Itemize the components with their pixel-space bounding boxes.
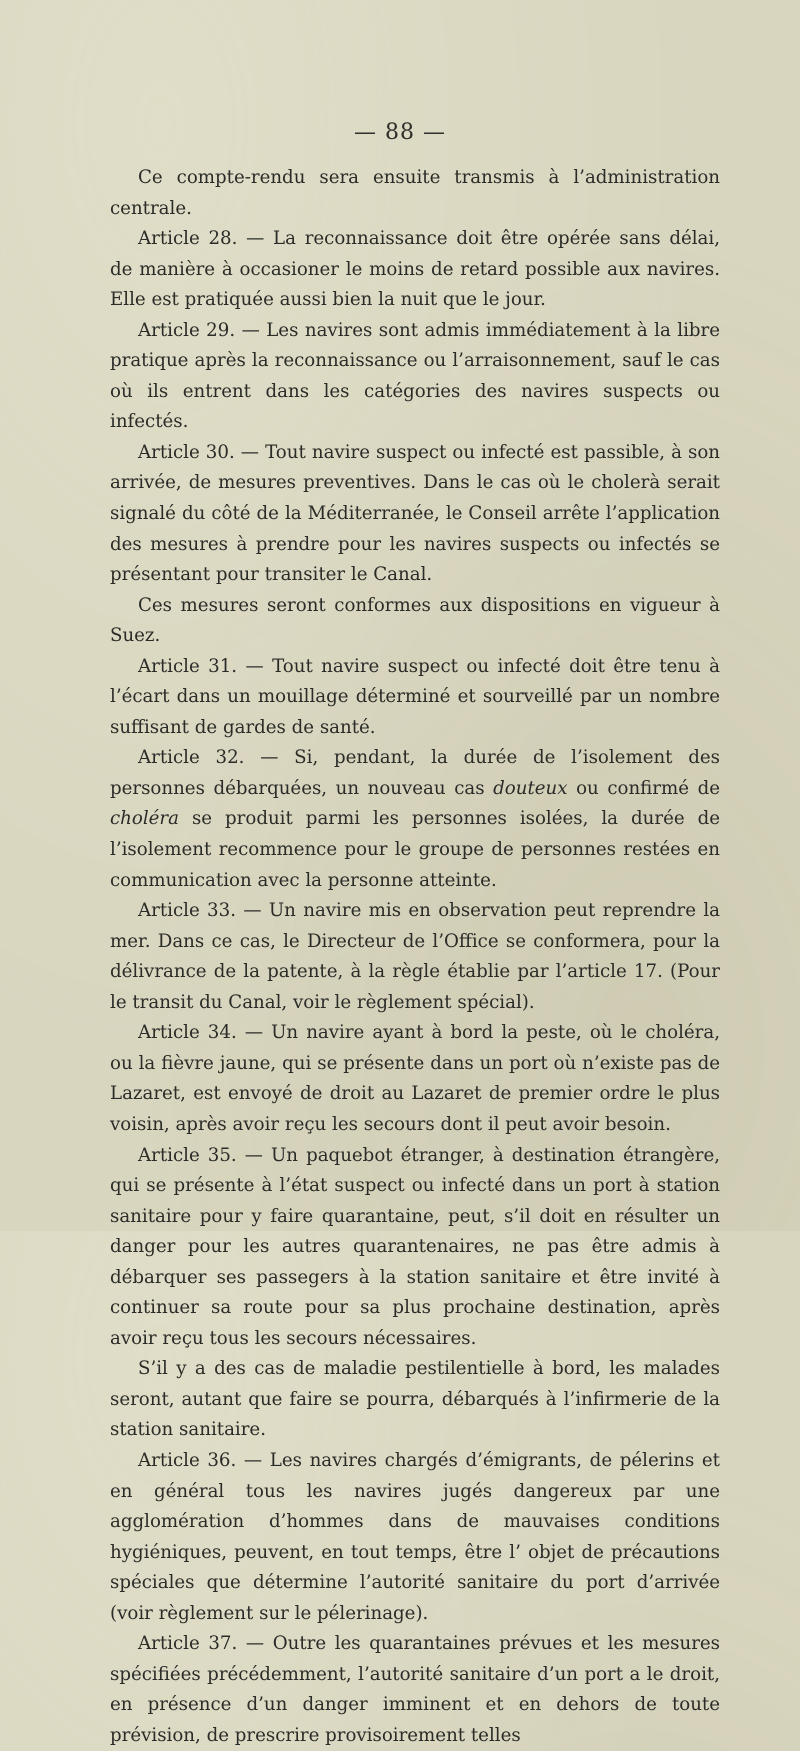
italic-douteux: douteux <box>493 777 568 799</box>
paragraph-article-37: Article 37. — Outre les quarantaines prévues et les mesures spécifiées précédemment, l’autorité sanitaire d’un port a le droit, en présence d’un danger imminent et en dehors de toute prévision, de prescrire provisoirement telles <box>110 1633 720 1746</box>
italic-cholera: choléra <box>110 808 179 830</box>
paragraph-article-35: Article 35. — Un paquebot étranger, à destination étrangère, qui se présente à l’état suspect ou infecté dans un port à station sanitaire pour y faire quarantaine, peut, s’il doit en résulter un danger pour les autres quarantenaires, ne pas être admis à débarquer ses passegers à la station sanitaire et être invité à continuer sa route pour sa plus prochaine destination, après avoir reçu tous les secours nécessaires. <box>110 1144 720 1349</box>
paragraph-article-36: Article 36. — Les navires chargés d’émigrants, de pélerins et en général tous les navires jugés dangereux par une agglomération d’hommes dans de mauvaises conditions hygiéniques, peuvent, en tout temps, être l’ objet de précautions spéciales que détermine l’autorité sanitaire du port d’arrivée (voir règlement sur le pélerinage). <box>110 1449 720 1624</box>
paragraph-article-32 <box>110 743 720 896</box>
paragraph-article-33: Article 33. — Un navire mis en observation peut reprendre la mer. Dans ce cas, le Directeur de l’Office se conformera, pour la délivrance de la patente, à la règle établie par l’article 17. (Pour le transit du Canal, voir le règlement spécial). <box>110 900 720 1013</box>
body-text <box>110 163 720 1751</box>
article-32-text-start: Article 32. — Si, pendant, la durée de l’isolement des personnes débarquées, un nouveau cas <box>110 747 720 799</box>
paragraph-article-34: Article 34. — Un navire ayant à bord la peste, où le choléra, ou la fièvre jaune, qui se présente dans un port où n’existe pas de Lazaret, est envoyé de droit au Lazaret de premier ordre le plus voisin, après avoir reçu les secours dont il peut avoir besoin. <box>110 1022 720 1135</box>
paragraph-article-28: Article 28. — La reconnaissance doit être opérée sans délai, de manière à occasioner le moins de retard possible aux navires. Elle est pratiquée aussi bien la nuit que le jour. <box>110 228 720 311</box>
paragraph-suez-note: Ces mesures seront conformes aux dispositions en vigueur à Suez. <box>110 594 720 647</box>
paragraph-intro: Ce compte-rendu sera ensuite transmis à l’administration centrale. <box>110 167 720 219</box>
paragraph-article-29: Article 29. — Les navires sont admis immédiatement à la libre pratique après la reconnaissance ou l’arraisonnement, sauf le cas où ils entrent dans les catégories des navires suspects ou infectés. <box>110 319 720 433</box>
paragraph-article-31: Article 31. — Tout navire suspect ou infecté doit être tenu à l’écart dans un mouillage déterminé et sourveillé par un nombre suffisant de gardes de santé. <box>110 655 720 738</box>
page-number: — 88 — <box>354 120 446 145</box>
paragraph-article-35-continued: S’il y a des cas de maladie pestilentielle à bord, les malades seront, autant que faire se pourra, débarqués à l’infirmerie de la station sanitaire. <box>110 1358 720 1441</box>
paragraph-article-30: Article 30. — Tout navire suspect ou infecté est passible, à son arrivée, de mesures preventives. Dans le cas où le cholerà serait signalé du côté de la Méditerranée, le Conseil arrête l’application des mesures à prendre pour les navires suspects ou infectés se présentant pour transiter le Canal. <box>110 441 720 586</box>
article-32-text-end: se produit parmi les personnes isolées, la durée de l’isolement recommence pour le groupe de personnes restées en communication avec la personne atteinte. <box>110 808 720 891</box>
article-32-text-middle: ou confirmé de <box>567 777 720 799</box>
